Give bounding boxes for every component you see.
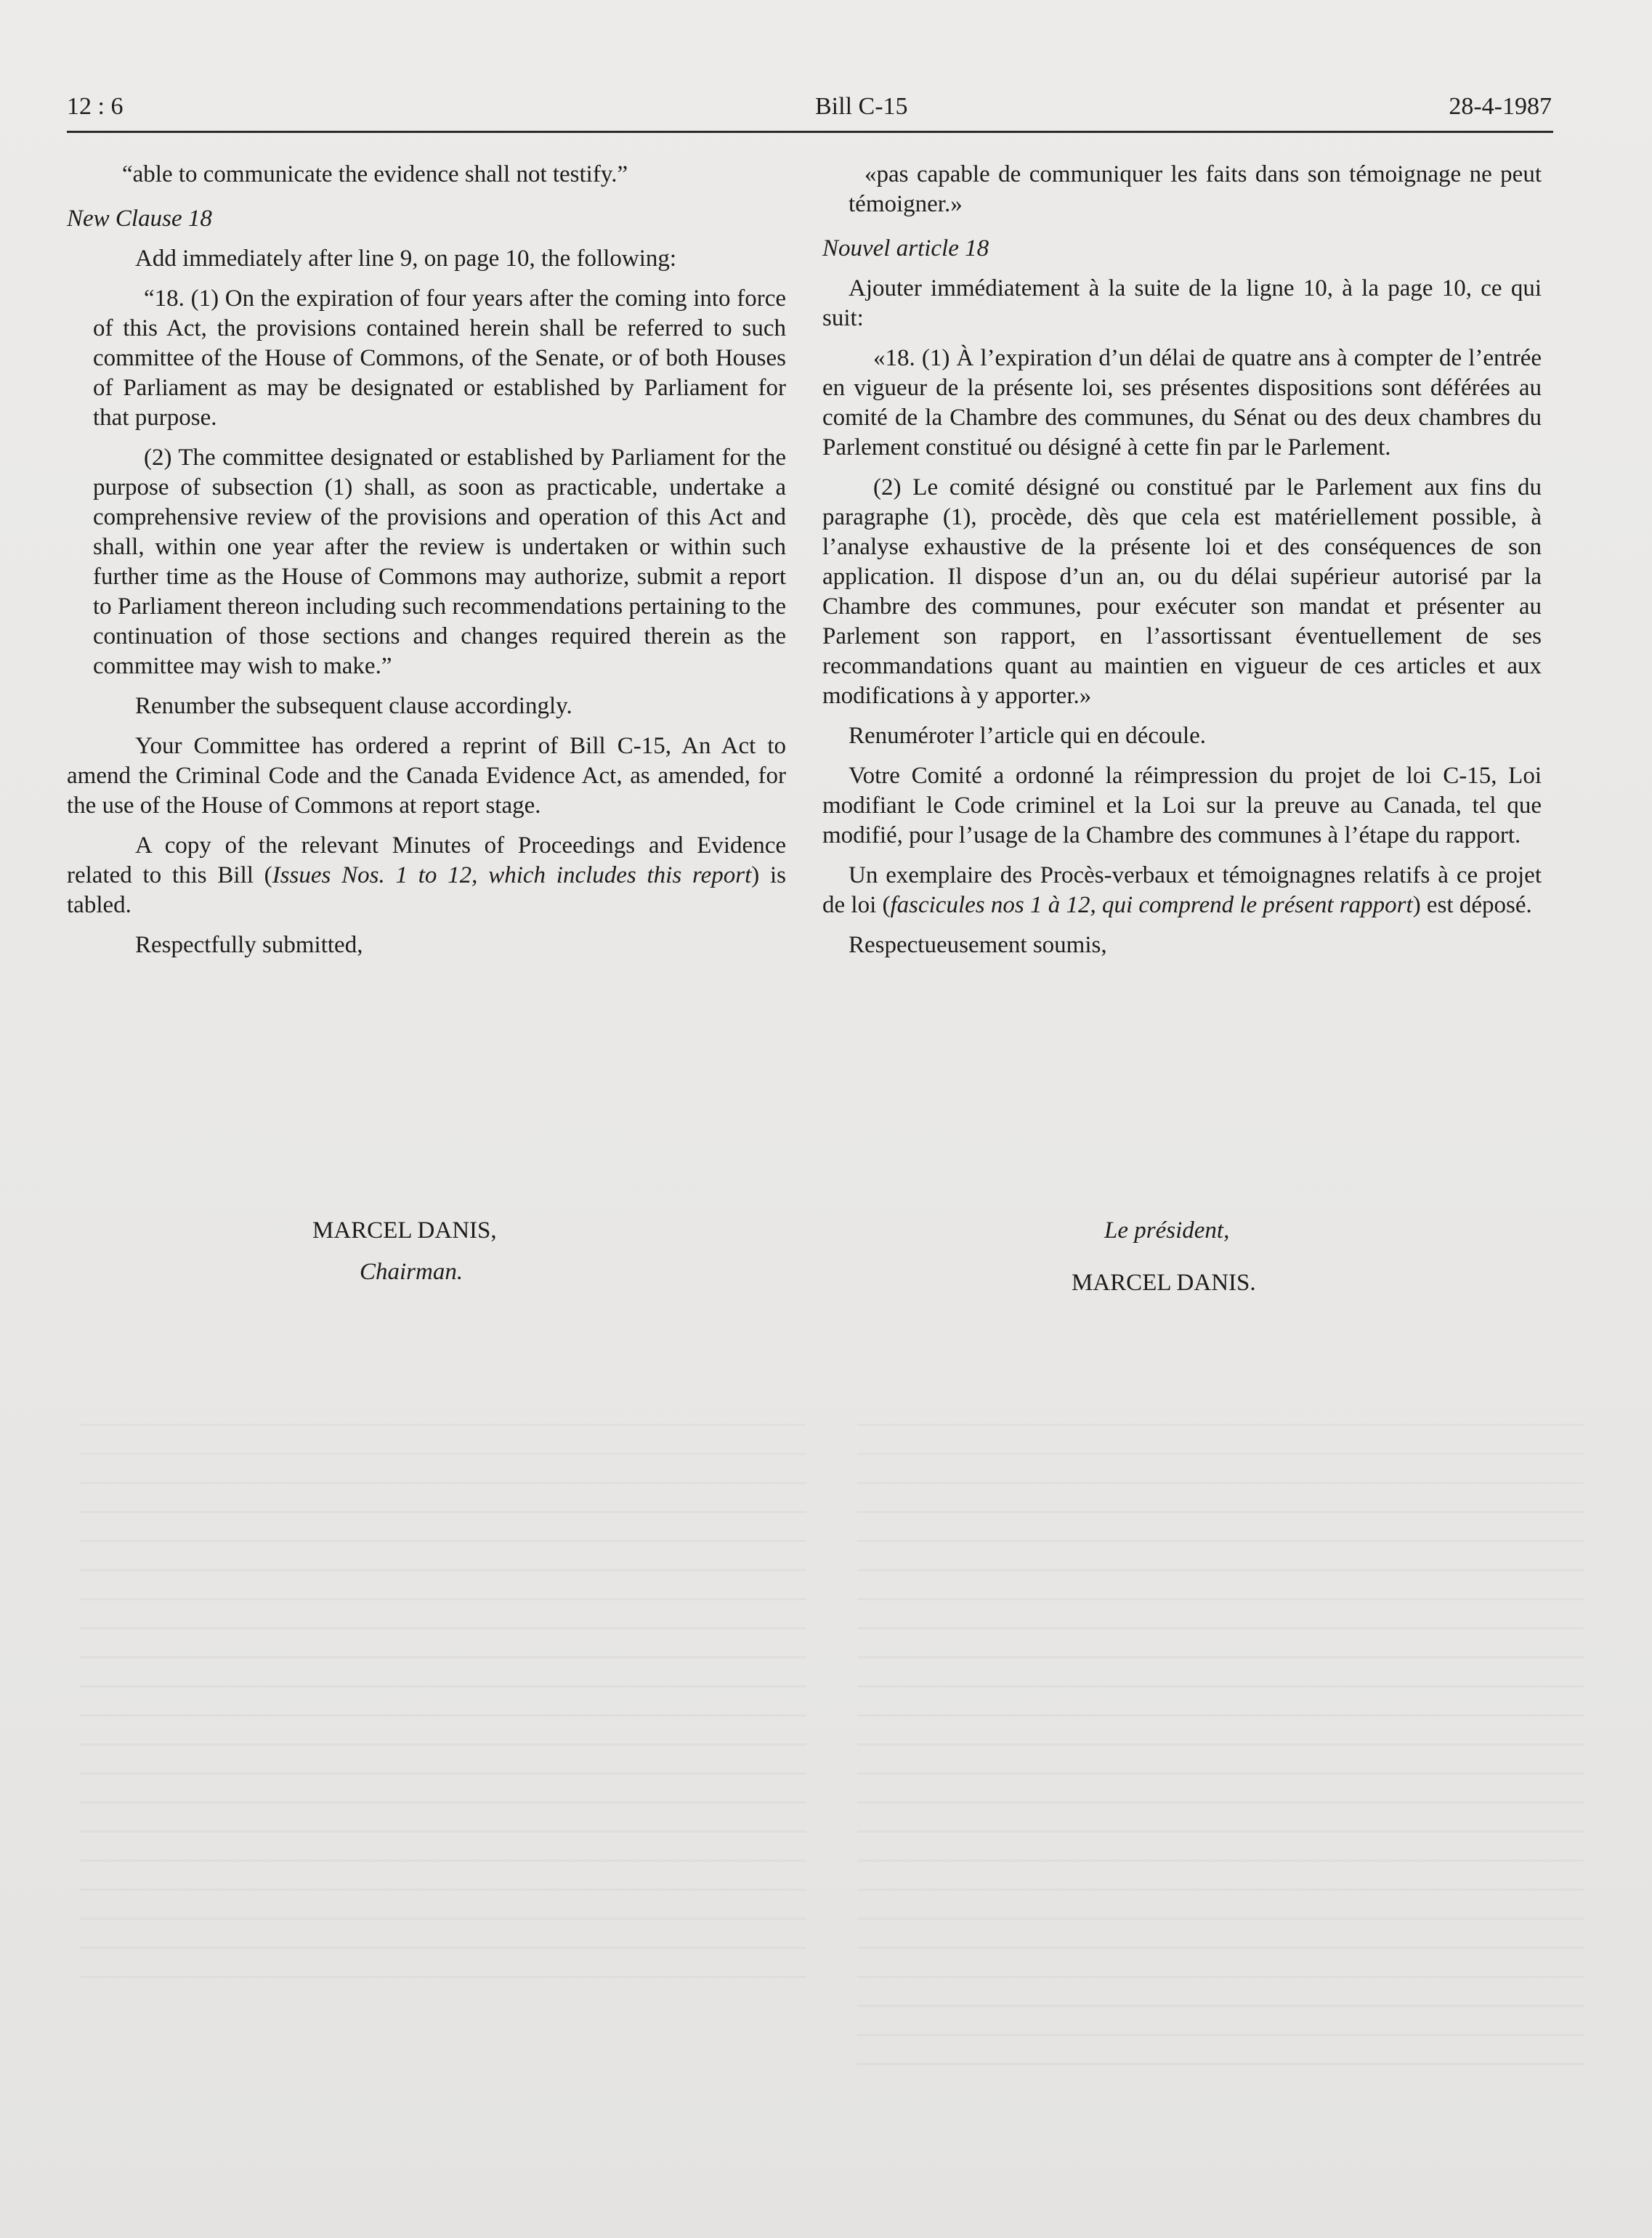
- en-signatory: MARCEL DANIS,: [312, 1217, 497, 1244]
- fr-add-instruction: Ajouter immédiatement à la suite de la ligne 10, à la page 10, ce qui suit:: [822, 275, 1542, 331]
- page-header: [67, 90, 1553, 133]
- en-closing: Respectfully submitted,: [135, 932, 363, 958]
- fr-clause-18-2: (2) Le comité désigné ou constitué par le Parlement aux fins du paragraphe (1), procède, dès que cela est matériellement possible, à l’analyse exhaustive de la présente loi et des conséquences de son application. Il dispose d’un an, ou du délai supérieur autorisé par la Chambre des communes, pour exécuter son mandat et présenter au Parlement son rapport, en l’assortissant éventuellement de ses recommandations quant au maintien en vigueur de ces articles et aux modifications à y apporter.»: [822, 474, 1542, 709]
- en-clause-18-1: “18. (1) On the expiration of four years after the coming into force of this Act, the provisions contained herein shall be referred to such committee of the House of Commons, of the Senate, or of both Houses of Parliament as may be designated or established by Parliament for that purpose.: [93, 285, 786, 431]
- bill-number: Bill C-15: [815, 93, 908, 120]
- page-number: 12 : 6: [67, 93, 124, 120]
- fr-closing: Respectueusement soumis,: [849, 932, 1107, 958]
- en-reprint: Your Committee has ordered a reprint of Bill C-15, An Act to amend the Criminal Code and the Canada Evidence Act, as amended, for the use of the House of Commons at report stage.: [67, 733, 786, 819]
- en-quote-end: “able to communicate the evidence shall not testify.”: [122, 161, 628, 187]
- bleed-through-texture-right: [857, 1424, 1584, 2077]
- fr-renumber: Renuméroter l’article qui en découle.: [849, 723, 1207, 749]
- french-column: [822, 160, 1542, 970]
- en-add-instruction: Add immediately after line 9, on page 10, the following:: [135, 246, 677, 272]
- fr-signatory: MARCEL DANIS.: [1072, 1270, 1256, 1296]
- en-copy-tabled: A copy of the relevant Minutes of Proceedings and Evidence related to this Bill (Issues Nos. 1 to 12, which includes this report) is tabled.: [67, 832, 786, 918]
- fr-clause-18-1: «18. (1) À l’expiration d’un délai de quatre ans à compter de l’entrée en vigueur de la présente loi, ses présentes dispositions sont déférées au comité de la Chambre des communes, du Sénat ou des deux chambres du Parlement constitué ou désigné à cette fin par le Parlement.: [822, 345, 1542, 461]
- en-signatory-title: Chairman.: [360, 1259, 463, 1285]
- english-column: [67, 160, 786, 970]
- fr-new-clause-heading: Nouvel article 18: [822, 235, 989, 261]
- en-clause-18-2: (2) The committee designated or established by Parliament for the purpose of subsection (1) shall, as soon as practicable, undertake a comprehensive review of the provisions and operation of this Act and shall, within one year after the review is undertaken or within such further time as the House of Commons may authorize, submit a report to Parliament thereon including such recommendations pertaining to the continuation of those sections and changes required therein as the committee may wish to make.”: [93, 445, 786, 679]
- bleed-through-texture-left: [80, 1424, 806, 1990]
- en-new-clause-heading: New Clause 18: [67, 206, 212, 232]
- fr-reprint: Votre Comité a ordonné la réimpression du projet de loi C-15, Loi modifiant le Code criminel et la Loi sur la preuve au Canada, tel que modifié, pour l’usage de la Chambre des communes à l’étape du rapport.: [822, 763, 1542, 848]
- fr-signatory-title: Le président,: [1104, 1217, 1230, 1244]
- fr-quote-end: «pas capable de communiquer les faits dans son témoignage ne peut témoigner.»: [849, 161, 1542, 217]
- fr-copy-tabled: Un exemplaire des Procès-verbaux et témoignagnes relatifs à ce projet de loi (fascicules nos 1 à 12, qui comprend le présent rapport) est déposé.: [822, 862, 1542, 918]
- en-renumber: Renumber the subsequent clause accordingly.: [135, 693, 572, 719]
- header-date: 28-4-1987: [1449, 93, 1552, 120]
